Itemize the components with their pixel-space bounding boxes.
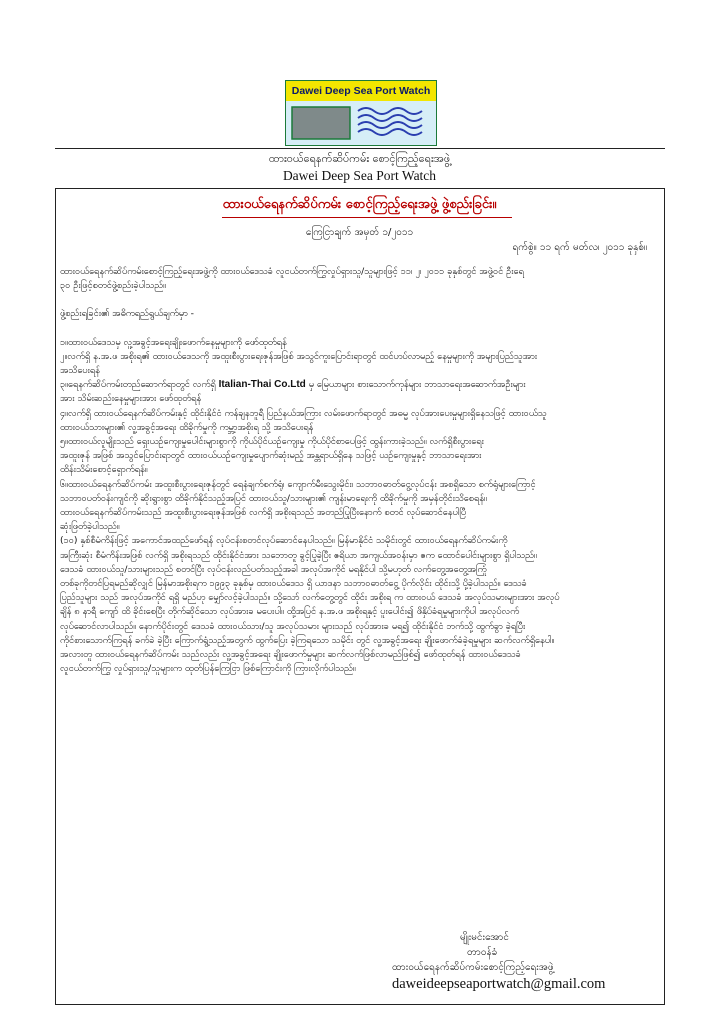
body-line: လူငယ်တက်ကြွ လှုပ်ရှားသူ/သူများက ထုတ်ပြန်ကြေငြာ ဖြစ်ကြောင်းကို ကြားလိုက်ပါသည်။	[60, 663, 356, 675]
org-name-myanmar: ထားဝယ်ရေနက်ဆိပ်ကမ်း စောင့်ကြည့်ရေးအဖွဲ့	[268, 152, 451, 165]
body-line: ပြည်သူများ သည် အလုပ်အကိုင် ရရှိ မည်ဟု မျှော်လင့်ခဲ့ပါသည်။ သို့သော် လက်တွေ့တွင် ထိုင်း အစိုးရ က ထားဝယ် ဒေသခံ အလုပ်သမားများအား အလုပ်	[60, 592, 560, 604]
body-line: ၅။ထားဝယ်လူမျိုးသည် ရှေးယဉ်ကျေးမှုပေါင်းများစွာကို ကိုယ်ပိုင်ယဉ်ကျေးမှု ကိုယ်ပိုင်စာပေဖြင့် ထွန်းကားခဲ့သည်။ လက်ရှိစီးပွားရေး	[60, 436, 484, 448]
contact-email: daweideepseaportwatch@gmail.com	[392, 976, 606, 992]
signatory-name: မျိုးမင်းအောင်	[460, 932, 509, 943]
body-line: အကြီးဆုံး စီမံကိန်းအဖြစ် လက်ရှိ အစိုးရသည် ထိုင်းနိုင်ငံအား သဘောတူ ခွင့်ပြုခဲ့ပြီး ဧရိယာ အကျယ်အဝန်းမှာ ဧက ထောင်ပေါင်းများစွာ ရှိပါသည်။	[60, 549, 537, 561]
title-underline	[222, 217, 512, 218]
logo-graphic	[286, 101, 436, 145]
body-line: (၁၀) နှစ်စီမံကိန်းဖြင့် အကောင်အထည်ဖော်ရန် လုပ်ငန်းစတင်လုပ်ဆောင်နေပါသည်။ မြန်မာနိုင်ငံ သမိုင်းတွင် ထားဝယ်ရေနက်ဆိပ်ကမ်းကို	[60, 535, 508, 547]
document-body	[60, 265, 660, 676]
body-line: ၆။ထားဝယ်ရေနက်ဆိပ်ကမ်း အထူးစီးပွားရေးဇုန်တွင် ရေနံချက်စက်ရုံ၊ ကျောက်မီးသွေးမိုင်း၊ သဘာဝဓာတ်ငွေ့လုပ်ငန်း အစရှိသော စက်ရုံများကြောင့်	[60, 478, 536, 490]
body-line: ၁။ထားဝယ်ဒေသမှ လူ့အခွင့်အရေးချိုးဖောက်နေမှုများကို ဖော်ထုတ်ရန်	[60, 336, 287, 348]
signatory-title: တာဝန်ခံ	[467, 947, 498, 958]
announcement-number: ကြေငြာချက် အမှတ် ၁/၂၀၁၁	[305, 227, 414, 238]
body-line: အထူးဇုန် အဖြစ် အသွင်ပြောင်းရာတွင် ထားဝယ်ယဉ်ကျေးမှုပျောက်ဆုံးမည့် အန္တရာယ်ရှိနေ သဖြင့် ယဉ်ကျေးမှုနှင့် ဘာသာရေးအား	[60, 450, 482, 462]
body-line: သဘာဝပတ်ဝန်းကျင်ကို ဆိုးရွားစွာ ထိခိုက်နိုင်သည့်အပြင် ထားဝယ်သူ/သားများ၏ ကျန်းမာရေးကို ထိခိုက်မှုကို အမှန်တိုင်းသိစေရန်။	[60, 492, 487, 504]
body-line: အသိပေးရန်	[60, 365, 100, 377]
body-line: အလားတူ ထားဝယ်ရေနက်ဆိပ်ကမ်း သည်လည်း လူ့အခွင့်အရေး ချိုးဖောက်မှုများ ဆက်လက်ဖြစ်လာမည်ဖြစ်၍ ဖော်ထုတ်ရန် ထားဝယ်ဒေသခံ	[60, 649, 521, 661]
body-line: ထိန်းသိမ်းစောင့်ရှောက်ရန်။	[60, 464, 148, 476]
body-line: ထားဝယ်သားများ၏ လူ့အခွင့်အရေး ထိခိုက်မှုကို ကမ္ဘာ့အစိုးရ သို့ အသိပေးရန်	[60, 421, 314, 433]
body-line: လုပ်ဆောင်လာပါသည်။ နောက်ပိုင်းတွင် ဒေသခံ ထားဝယ်သား/သူ အလုပ်သမား များသည် လုပ်အားခ မရ၍ ထိုင်းနိုင်ငံ ဘက်သို့ ထွက်ခွာ ခဲ့ရပြီး	[60, 620, 526, 632]
body-line: ဆုံးဖြတ်ခဲ့ပါသည်။	[60, 521, 120, 533]
logo-title: Dawei Deep Sea Port Watch	[286, 81, 436, 101]
company-name: Italian-Thai Co.Ltd	[218, 379, 306, 391]
paragraph-gap	[60, 322, 660, 336]
body-line: တစ်ခုကိုတင်ပြရမည်ဆိုလျှင် မြန်မာအစိုးရက ၁၉၉၃ ခုနှစ်မှ ထားဝယ်ဒေသ ရှိ ယာဒနာ သဘာဝဓာတ်ငွေ့ ပိုက်လိုင်း ထိုင်းသို့ ပို့ခဲ့ပါသည်။ ဒေသခံ	[60, 578, 527, 590]
header-divider	[55, 148, 665, 149]
body-line: ၃။ရေနက်ဆိပ်ကမ်းတည်ဆောက်ရာတွင် လက်ရှိ Italian-Thai Co.Ltd မှ မြေယာများ စားသောက်ကုန်များ ဘာသာရေးအဆောက်အဦးများ	[60, 379, 526, 391]
logo-wave-2	[358, 115, 422, 121]
body-line: ဖွဲ့စည်းရခြင်း၏ အဓိကရည်ရွယ်ချက်မှာ -	[60, 308, 194, 320]
body-line: ၃၀ ဦးဖြင့်စတင်ဖွဲ့စည်းခဲ့ပါသည်။	[60, 280, 166, 292]
org-name-english: Dawei Deep Sea Port Watch	[282, 168, 437, 183]
body-line: ကိုင်စားသောက်ကြရန် ခက်ခဲ ခဲ့ပြီး ကြောက်ရွံ့သည့်အတွက် ထွက်ပြေး ခဲ့ကြရသော သမိုင်း တွင် လူ့အခွင့်အရေး ချိုးဖောက်ခံခဲ့ရမှုများ ဆက်လက်ရှိနေပါ။	[60, 634, 555, 646]
logo	[285, 80, 437, 146]
signatory-org: ထားဝယ်ရေနက်ဆိပ်ကမ်းစောင့်ကြည့်ရေးအဖွဲ့	[392, 962, 554, 973]
document-date: ရက်စွဲ။ ၁၁ ရက် မတ်လ၊ ၂၀၁၁ ခုနှစ်။	[512, 242, 647, 253]
body-line: ၄။လက်ရှိ ထားဝယ်ရေနက်ဆိပ်ကမ်းနှင့် ထိုင်းနိုင်ငံ ကန်ချနဘူရီ ပြည်နယ်အကြား လမ်းဖောက်ရာတွင် အဓမ္မ လုပ်အားပေးမှုများရှိနေသဖြင့် ထားဝယ်သူ	[60, 407, 547, 419]
body-line: ထားဝယ်ရေနက်ဆိပ်ကမ်းသည် အထူးစီးပွားရေးဇုန်အဖြစ် လက်ရှိ အစိုးရသည် အတည်ပြုပြီးနောက် စတင် လုပ်ဆောင်နေပါပြီ	[60, 507, 467, 519]
logo-wave-4	[358, 129, 422, 135]
body-line: အား သိမ်းဆည်းနေမှုများအား ဖော်ထုတ်ရန်	[60, 393, 202, 405]
signature-block	[392, 930, 652, 993]
logo-wave-3	[358, 122, 422, 128]
document-title: ထားဝယ်ရေနက်ဆိပ်ကမ်း စောင့်ကြည့်ရေးအဖွဲ့ ဖွဲ့စည်းခြင်း။	[222, 197, 497, 212]
body-line: ချိန် ၈ နာရီ ကျော် ထိ ခိုင်းစေပြီး တိုက်ဆိုင်သော လုပ်အားခ မပေးပါ။ ထို့အပြင် န.အ.ဖ အစိုးရနှင့် ပူးပေါင်း၍ ဖိနှိပ်ခံရမှုများကိုပါ အလုပ်လက်	[60, 606, 520, 618]
body-line: ၂။လက်ရှိ န.အ.ဖ အစိုးရ၏ ထားဝယ်ဒေသကို အထူးစီးပွားရေးဇုန်အဖြစ် အသွင်ကူးပြောင်းရာတွင် ထင်ဟပ်လာမည့် နေမှုများကို အများပြည်သူအား	[60, 350, 538, 362]
body-line: ဒေသခံ ထားဝယ်သူ/သားများသည် စတင်ပြီး လုပ်ငန်းလည်ပတ်သည့်အခါ အလုပ်အကိုင် မရနိုင်ပါ သို့မဟုတ် လက်တွေ့အတွေ့အကြုံ	[60, 563, 487, 575]
logo-wave-1	[358, 108, 422, 114]
logo-rect	[292, 107, 350, 139]
paragraph-gap	[60, 293, 660, 307]
body-line: ထားဝယ်ရေနက်ဆိပ်ကမ်းစောင့်ကြည့်ရေးအဖွဲ့ကို ထားဝယ်ဒေသခံ လူငယ်တက်ကြွလှုပ်ရှားသူ/သူများဖြင့် ၁၁၊ ၂၊ ၂၀၁၁ ခုနှစ်တွင် အဖွဲ့ဝင် ဦးရေ	[60, 266, 524, 277]
